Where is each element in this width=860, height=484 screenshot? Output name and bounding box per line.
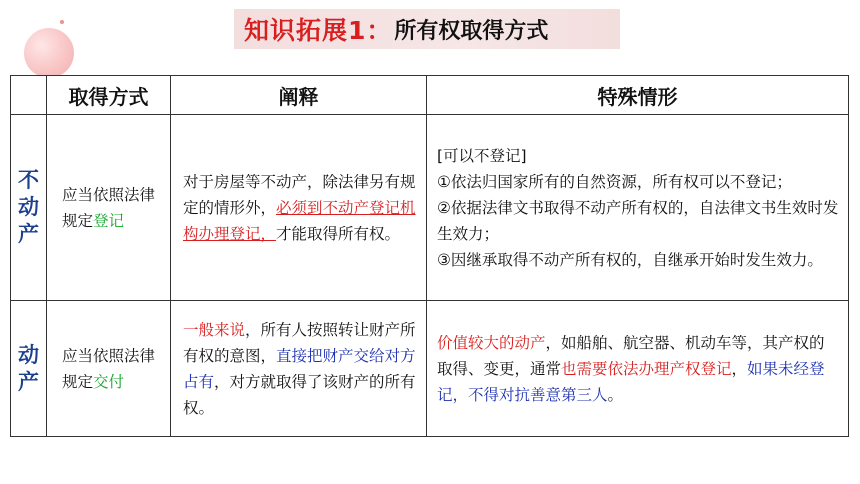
special-emphasis: 也需要依法办理产权登记 [561, 359, 732, 378]
ownership-table [10, 75, 849, 437]
method-cell-real-estate [47, 115, 171, 301]
special-cell-real-estate [427, 115, 849, 301]
explanation-emphasis: 必须到不动产登记机构办理登记， [183, 198, 416, 243]
label-char: 产 [18, 222, 39, 246]
title-main: 知识拓展1： [244, 16, 393, 45]
explanation-emphasis: 一般来说 [183, 320, 246, 339]
special-emphasis: 价值较大的动产 [437, 333, 546, 352]
table-row-movable [11, 301, 849, 437]
special-text: ，如船舶、航空器、机动车等，其产权的取得、变更，通常 [437, 333, 825, 378]
header-special: 特殊情形 [427, 76, 849, 115]
header-method: 取得方式 [47, 76, 171, 115]
special-heading: [可以不登记] [437, 146, 527, 165]
title-banner [234, 9, 620, 49]
special-item: ②依据法律文书取得不动产所有权的，自法律文书生效时发生效力； [437, 198, 839, 243]
special-text: 。 [607, 385, 624, 404]
label-char: 产 [18, 369, 39, 394]
row-label-movable [11, 301, 47, 437]
title-sub: 所有权取得方式 [394, 18, 549, 44]
explanation-text: ，对方就取得了该财产的所有权。 [183, 372, 416, 417]
method-text: 应当依照法律规定 [62, 346, 156, 391]
label-char: 动 [18, 195, 39, 219]
explanation-text: ，所有人按照转让财产所有权的意图， [183, 320, 416, 365]
header-explanation: 阐释 [171, 76, 427, 115]
method-highlight: 登记 [93, 211, 125, 230]
decorative-dot [60, 20, 64, 24]
special-highlight: 如果未经登记，不得对抗善意第三人 [437, 359, 825, 404]
special-cell-movable [427, 301, 849, 437]
label-char: 不 [18, 168, 39, 192]
explanation-text: 对于房屋等不动产，除法律另有规定的情形外， [183, 172, 416, 217]
explanation-text: 才能取得所有权。 [276, 224, 401, 243]
table-row-real-estate [11, 115, 849, 301]
explanation-cell-movable [171, 301, 427, 437]
explanation-cell-real-estate [171, 115, 427, 301]
table-header-row [11, 76, 849, 115]
header-corner [11, 76, 47, 115]
explanation-highlight: 直接把财产交给对方占有 [183, 346, 416, 391]
method-highlight: 交付 [93, 372, 125, 391]
row-label-real-estate [11, 115, 47, 301]
label-char: 动 [18, 342, 39, 367]
special-text: ， [731, 359, 748, 378]
special-item: ①依法归国家所有的自然资源，所有权可以不登记； [437, 172, 792, 191]
method-text: 应当依照法律规定 [62, 185, 156, 230]
method-cell-movable [47, 301, 171, 437]
special-item: ③因继承取得不动产所有权的，自继承开始时发生效力。 [437, 250, 823, 269]
decorative-circle [24, 28, 74, 78]
